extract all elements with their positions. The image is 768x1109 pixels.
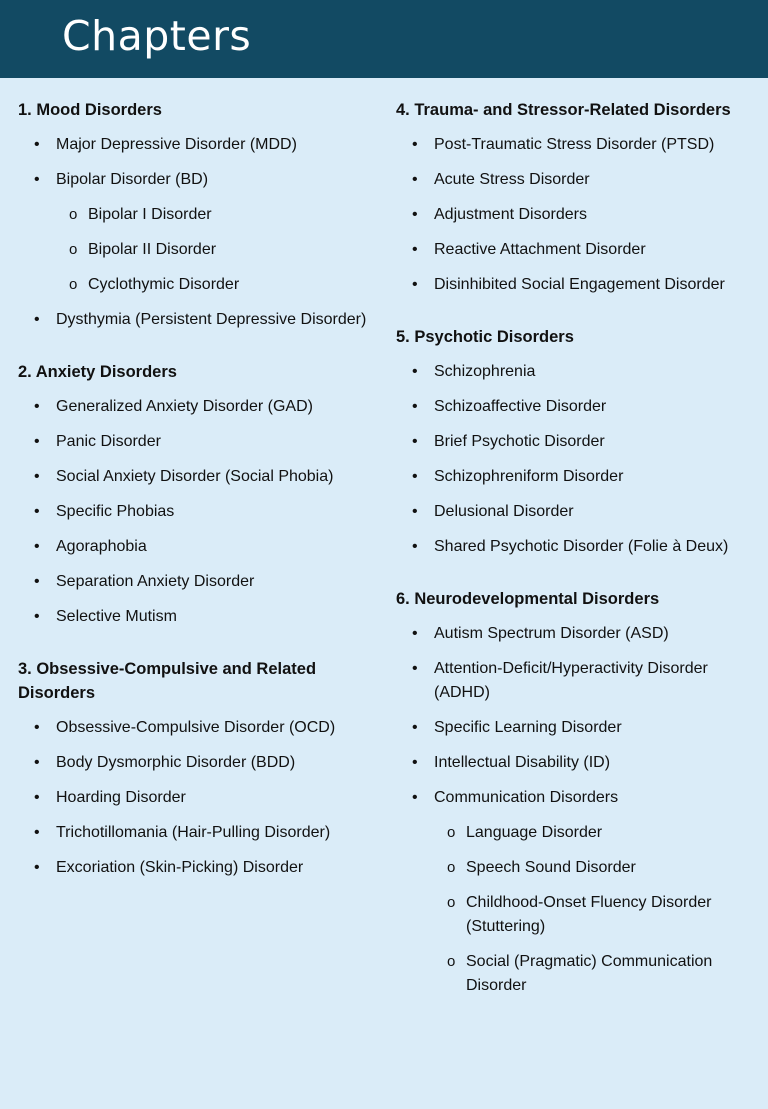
chapter-heading: 4. Trauma- and Stressor-Related Disorders: [396, 101, 731, 119]
chapter-list: [18, 716, 378, 880]
chapter-heading: 5. Psychotic Disorders: [396, 328, 574, 346]
chapter-heading: 3. Obsessive-Compulsive and Related Disorders: [18, 660, 317, 702]
list-item: • Disinhibited Social Engagement Disorder: [396, 273, 762, 297]
list-item: • Separation Anxiety Disorder: [18, 570, 378, 594]
chapter-list: [18, 133, 378, 332]
sub-list-item: o Social (Pragmatic) Communication Disorder: [396, 950, 762, 998]
left-column: [18, 98, 378, 908]
list-item: • Hoarding Disorder: [18, 786, 378, 810]
sub-list-item: o Speech Sound Disorder: [396, 856, 762, 880]
chapter-list: [396, 622, 762, 998]
list-item: • Intellectual Disability (ID): [396, 751, 762, 775]
list-item: • Communication Disorders: [396, 786, 762, 810]
list-item: • Dysthymia (Persistent Depressive Disorder): [18, 308, 378, 332]
list-item: • Attention-Deficit/Hyperactivity Disorder (ADHD): [396, 657, 762, 705]
list-item: • Schizoaffective Disorder: [396, 395, 762, 419]
chapter-list: [396, 360, 762, 559]
chapter-list: [396, 133, 762, 297]
sub-list-item: o Bipolar II Disorder: [18, 238, 378, 262]
right-column: [396, 98, 762, 1026]
list-item: • Major Depressive Disorder (MDD): [18, 133, 378, 157]
chapter-heading: 2. Anxiety Disorders: [18, 363, 177, 381]
list-item: • Reactive Attachment Disorder: [396, 238, 762, 262]
list-item: • Bipolar Disorder (BD): [18, 168, 378, 192]
sub-list-item: o Childhood-Onset Fluency Disorder (Stuttering): [396, 891, 762, 939]
list-item: • Agoraphobia: [18, 535, 378, 559]
chapter-section: [396, 587, 762, 998]
chapter-heading: 1. Mood Disorders: [18, 101, 162, 119]
header-banner: [0, 0, 768, 78]
list-item: • Autism Spectrum Disorder (ASD): [396, 622, 762, 646]
chapter-section: [18, 98, 378, 332]
list-item: • Brief Psychotic Disorder: [396, 430, 762, 454]
list-item: • Delusional Disorder: [396, 500, 762, 524]
chapter-list: [18, 395, 378, 629]
list-item: • Specific Phobias: [18, 500, 378, 524]
list-item: • Panic Disorder: [18, 430, 378, 454]
list-item: • Post-Traumatic Stress Disorder (PTSD): [396, 133, 762, 157]
chapter-heading: 6. Neurodevelopmental Disorders: [396, 590, 660, 608]
list-item: • Selective Mutism: [18, 605, 378, 629]
sub-list-item: o Bipolar I Disorder: [18, 203, 378, 227]
chapter-section: [18, 360, 378, 629]
list-item: • Trichotillomania (Hair-Pulling Disorder): [18, 821, 378, 845]
list-item: • Obsessive-Compulsive Disorder (OCD): [18, 716, 378, 740]
sub-list-item: o Cyclothymic Disorder: [18, 273, 378, 297]
list-item: • Schizophreniform Disorder: [396, 465, 762, 489]
chapter-section: [396, 98, 762, 297]
chapter-section: [396, 325, 762, 559]
chapter-section: [18, 657, 378, 880]
page-title: Chapters: [62, 12, 252, 60]
list-item: • Acute Stress Disorder: [396, 168, 762, 192]
list-item: • Generalized Anxiety Disorder (GAD): [18, 395, 378, 419]
list-item: • Specific Learning Disorder: [396, 716, 762, 740]
list-item: • Excoriation (Skin-Picking) Disorder: [18, 856, 378, 880]
list-item: • Social Anxiety Disorder (Social Phobia): [18, 465, 378, 489]
list-item: • Adjustment Disorders: [396, 203, 762, 227]
list-item: • Shared Psychotic Disorder (Folie à Deux): [396, 535, 762, 559]
sub-list-item: o Language Disorder: [396, 821, 762, 845]
list-item: • Body Dysmorphic Disorder (BDD): [18, 751, 378, 775]
list-item: • Schizophrenia: [396, 360, 762, 384]
